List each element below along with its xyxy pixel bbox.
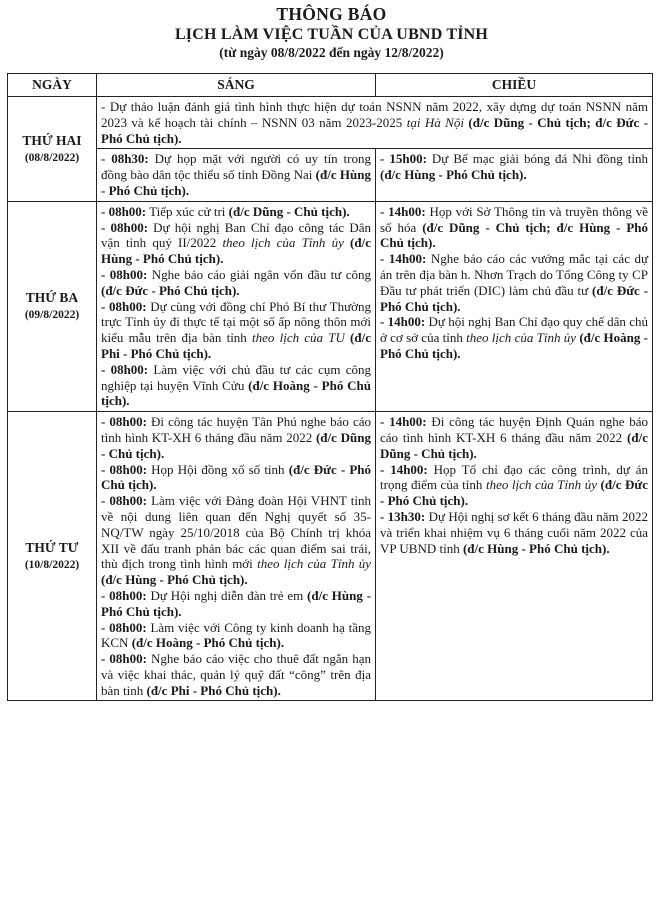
schedule-item: - 15h00: Dự Bế mạc giải bóng đá Nhi đồng tỉnh (đ/c Hùng - Phó Chủ tịch). — [380, 151, 649, 183]
table-row — [8, 412, 653, 701]
table-row — [8, 149, 653, 201]
column-header-afternoon: CHIỀU — [376, 74, 653, 97]
afternoon-cell-monday — [376, 149, 653, 201]
day-name: THỨ TƯ — [25, 540, 79, 556]
schedule-item: - Dự thảo luận đánh giá tình hình thực hiện dự toán NSNN năm 2022, xây dựng dự toán NSNN năm 2023 và kế hoạch tài chính – NSNN 03 năm 2023-2025 tại Hà Nội (đ/c Dũng - Chủ tịch; đ/c Đức - Phó Chủ tịch). — [101, 99, 648, 146]
schedule-item: - 08h00: Đi công tác huyện Tân Phú nghe báo cáo tình hình KT-XH 6 tháng đầu năm 2022 (đ/c Dũng - Chủ tịch). — [101, 414, 371, 461]
schedule-item: - 14h00: Dự hội nghị Ban Chỉ đạo quy chế dân chủ ở cơ sở của tỉnh theo lịch của Tỉnh ủy (đ/c Hoàng - Phó Chủ tịch). — [380, 314, 649, 361]
day-cell-wednesday — [8, 412, 97, 701]
table-row — [8, 201, 653, 411]
notice-title: THÔNG BÁO — [276, 4, 387, 24]
column-header-day: NGÀY — [8, 74, 97, 97]
day-date: (09/8/2022) — [24, 309, 80, 322]
afternoon-cell-tuesday — [376, 201, 653, 411]
document-header — [0, 4, 663, 61]
day-date: (10/8/2022) — [24, 559, 80, 572]
schedule-title: LỊCH LÀM VIỆC TUẦN CỦA UBND TỈNH — [174, 26, 489, 43]
day-cell-monday — [8, 97, 97, 202]
morning-cell-monday — [97, 149, 376, 201]
schedule-item: - 08h00: Dự hội nghị Ban Chỉ đạo công tác Dân vận tỉnh quý II/2022 theo lịch của Tỉnh ủy (đ/c Hùng - Phó Chủ tịch). — [101, 219, 372, 267]
schedule-item: - 08h00: Làm việc với chủ đầu tư các cụm công nghiệp tại huyện Vĩnh Cửu (đ/c Hoàng - Phó Chủ tịch). — [101, 361, 371, 409]
schedule-item: - 14h00: Họp Tổ chỉ đạo các công trình, dự án trọng điểm của tỉnh theo lịch của Tỉnh ủy (đ/c Đức - Phó Chủ tịch). — [380, 461, 649, 509]
schedule-item: - 13h30: Dự Hội nghị sơ kết 6 tháng đầu năm 2022 và triển khai nhiệm vụ 6 tháng cuối năm 2022 của VP UBND tỉnh (đ/c Hùng - Phó Chủ tịch). — [380, 508, 648, 556]
afternoon-cell-wednesday — [376, 412, 653, 701]
schedule-table — [7, 73, 653, 701]
day-name: THỨ HAI — [22, 132, 82, 148]
schedule-item: - 08h00: Dự cùng với đồng chí Phó Bí thư Thường trực Tỉnh ủy đi thực tế tại một số ấp nông thôn mới kiểu mẫu trên địa bàn tỉnh theo lịch của TU (đ/c Phi - Phó Chủ tịch). — [101, 298, 371, 361]
column-header-morning: SÁNG — [97, 74, 376, 97]
morning-cell-tuesday — [97, 201, 376, 411]
schedule-item: - 08h00: Dự Hội nghị diễn đàn trẻ em (đ/c Hùng - Phó Chủ tịch). — [101, 587, 372, 619]
fullday-cell-monday — [97, 97, 653, 149]
date-range: (từ ngày 08/8/2022 đến ngày 12/8/2022) — [219, 45, 444, 60]
schedule-item: - 08h00: Tiếp xúc cử tri (đ/c Dũng - Chủ tịch). — [101, 203, 350, 219]
schedule-item: - 08h00: Nghe báo cáo giải ngân vốn đầu tư công (đ/c Đức - Phó Chủ tịch). — [101, 266, 371, 298]
schedule-item: - 08h00: Làm việc với Đảng đoàn Hội VHNT tỉnh về nội dung liên quan đến Nghị quyết số 35-NQ/TW ngày 25/10/2018 của Bộ Chính trị khóa XII về đấu tranh phản bác các quan điểm sai trái, thù địch trong tình hình mới theo lịch của Tỉnh ủy (đ/c Hùng - Phó Chủ tịch). — [101, 493, 371, 588]
schedule-item: - 14h00: Nghe báo cáo các vướng mắc tại các dự án trên địa bàn h. Nhơn Trạch do Tổng Công ty CP Đầu tư phát triển (DIC) làm chủ đầu tư (đ/c Đức - Phó Chủ tịch). — [380, 251, 649, 314]
schedule-item: - 08h30: Dự họp mặt với người có uy tín trong đồng bào dân tộc thiểu số tỉnh Đồng Nai (đ/c Hùng - Phó Chủ tịch). — [101, 151, 371, 198]
table-row — [8, 97, 653, 149]
schedule-item: - 14h00: Họp với Sở Thông tin và truyền thông về số hóa (đ/c Dũng - Chủ tịch; đ/c Hùng - Phó Chủ tịch). — [380, 203, 648, 251]
table-header-row — [8, 74, 653, 97]
schedule-item: - 14h00: Đi công tác huyện Định Quán nghe báo cáo tình hình KT-XH 6 tháng đầu năm 2022 (đ/c Dũng - Chủ tịch). — [380, 414, 649, 461]
schedule-item: - 08h00: Nghe báo cáo việc cho thuê đất ngắn hạn và việc khai thác, quản lý quỹ đất “công” trên địa bàn tỉnh (đ/c Phi - Phó Chủ tịch). — [101, 651, 371, 698]
schedule-item: - 08h00: Họp Hội đồng xổ số tỉnh (đ/c Đức - Phó Chủ tịch). — [101, 461, 372, 493]
day-name: THỨ BA — [25, 290, 79, 306]
day-cell-tuesday — [8, 201, 97, 411]
day-date: (08/8/2022) — [24, 151, 80, 164]
schedule-item: - 08h00: Làm việc với Công ty kinh doanh hạ tầng KCN (đ/c Hoàng - Phó Chủ tịch). — [101, 619, 371, 651]
morning-cell-wednesday — [97, 412, 376, 701]
